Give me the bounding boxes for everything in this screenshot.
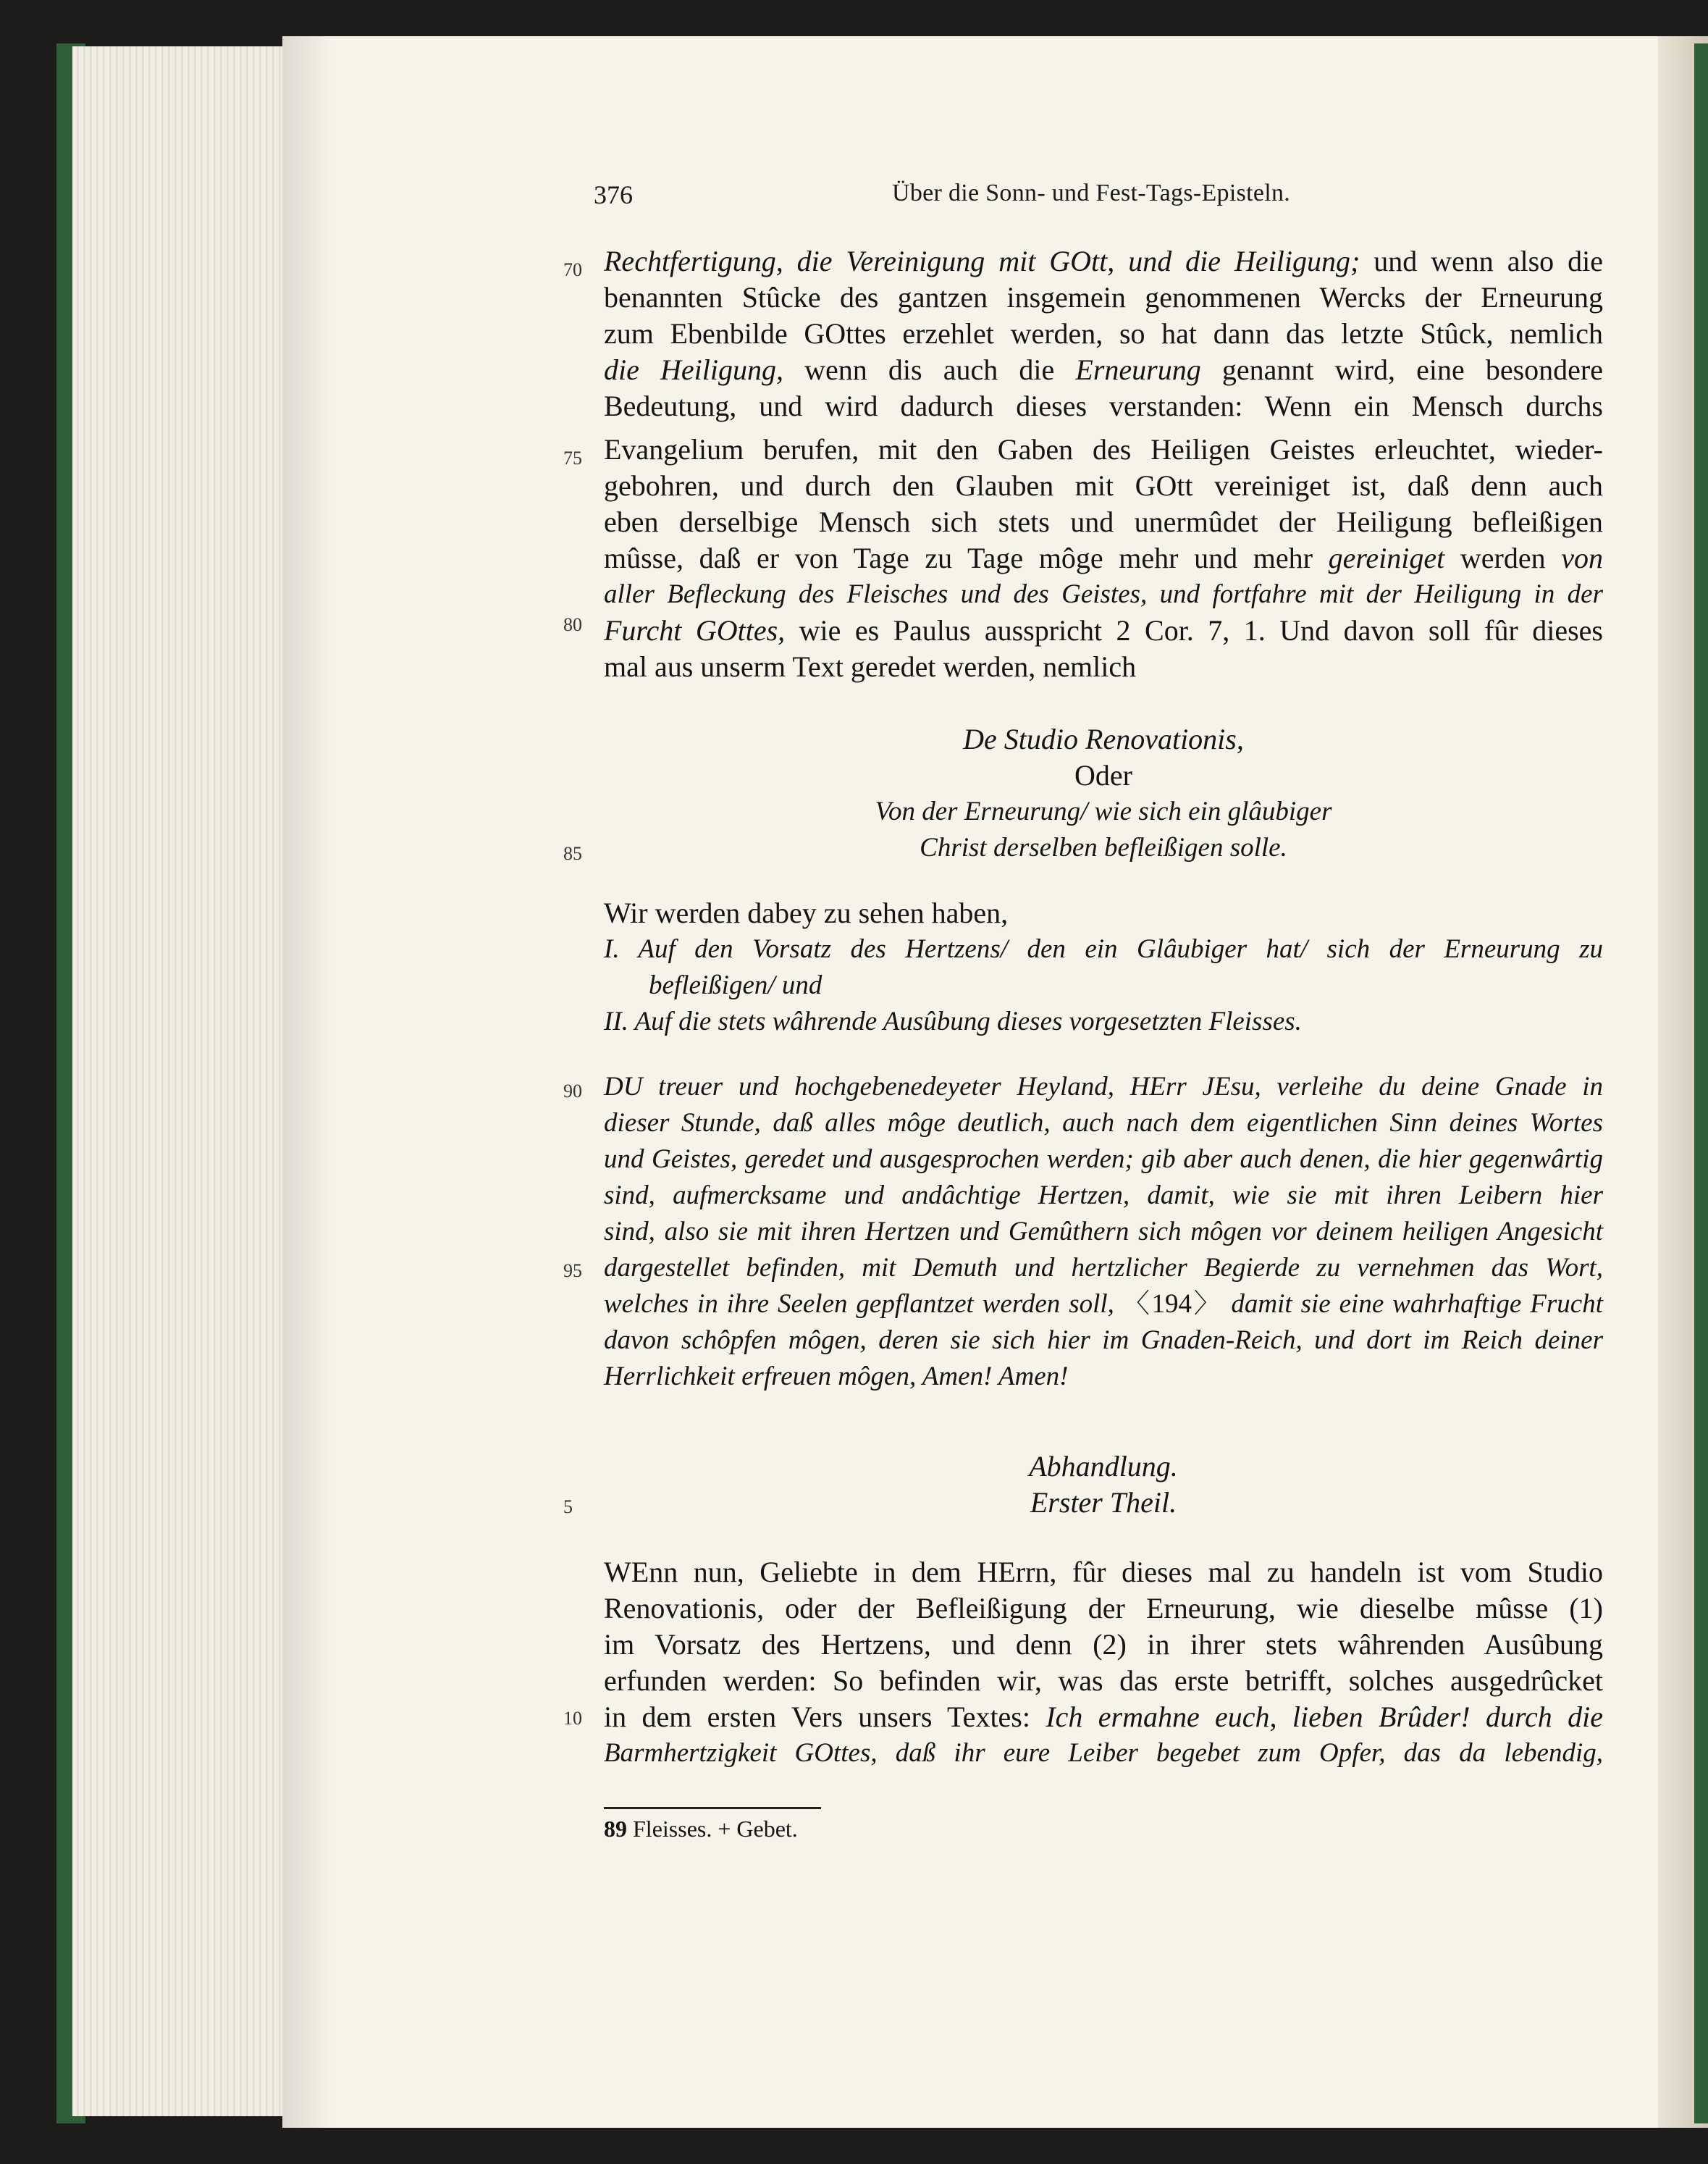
footnote-rule [604,1807,821,1809]
prayer-line: welches in ihre Seelen gepflantzet werden soll, 〈194〉 damit sie eine wahrhaftige Frucht [604,1289,1603,1319]
text-line: Rechtfertigung, die Vereinigung mit GOtt, und die Heiligung; und wenn also die [604,245,1603,277]
outline-item: II. Auf die stets wâhrende Ausûbung dieses vorgesetzten Fleisses. [604,1007,1302,1036]
prayer-line: davon schôpfen môgen, deren sie sich hier im Gnaden-Reich, und dort im Reich deiner [604,1325,1603,1355]
text-line: aller Befleckung des Fleisches und des Geistes, und fortfahre mit der Heiligung in der [604,579,1603,609]
line-number: 85 [563,843,582,864]
line-number: 80 [563,614,582,635]
text-line: Furcht GOttes, wie es Paulus ausspricht 2 Cor. 7, 1. Und davon soll fûr dieses [604,614,1604,647]
text-line: in dem ersten Vers unsers Textes: Ich ermahne euch, lieben Brûder! durch die [604,1700,1603,1733]
outline-item: I. Auf den Vorsatz des Hertzens/ den ein Glâubiger hat/ sich der Erneurung zu [604,934,1603,964]
text-line: die Heiligung, wenn dis auch die Erneurung genannt wird, eine besondere [604,353,1603,386]
text-line: Bedeutung, und wird dadurch dieses verstanden: Wenn ein Mensch durchs [604,390,1603,422]
prayer-line: und Geistes, geredet und ausgesprochen werden; gib aber auch denen, die hier gegenwârtig [604,1144,1603,1174]
text-line: gebohren, und durch den Glauben mit GOtt vereiniget ist, daß denn auch [604,469,1603,502]
page-shadow [282,36,333,2128]
running-title: Über die Sonn- und Fest-Tags-Episteln. [892,180,1291,206]
line-number: 75 [563,448,582,469]
line-number: 70 [563,259,582,280]
section-heading: Abhandlung. [1029,1450,1178,1482]
text-line: Barmhertzigkeit GOttes, daß ihr eure Leiber begebet zum Opfer, das da lebendig, [604,1738,1603,1768]
book-cover-edge-right [1694,43,1708,2123]
prayer-line: DU treuer und hochgebenedeyeter Heyland, HErr JEsu, verleihe du deine Gnade in [604,1072,1603,1102]
page-marker: 〈194〉 [1122,1289,1223,1319]
prayer-line: Herrlichkeit erfreuen môgen, Amen! Amen! [604,1362,1069,1391]
outline-item: befleißigen/ und [649,970,823,1000]
text-line: Renovationis, oder der Befleißigung der Erneurung, wie dieselbe mûsse (1) [604,1592,1603,1624]
text-line: Wir werden dabey zu sehen haben, [604,897,1009,929]
line-number: 90 [563,1081,582,1102]
sermon-title: Oder [1074,759,1132,792]
text-line: mal aus unserm Text geredet werden, nemlich [604,650,1137,683]
text-line: erfunden werden: So befinden wir, was das erste betrifft, solches ausgedrûcket [604,1664,1603,1697]
line-number: 10 [563,1708,582,1729]
sermon-title: Christ derselben befleißigen solle. [920,833,1287,863]
prayer-line: sind, aufmercksame und andâchtige Hertzen, damit, wie sie mit ihren Leibern hier [604,1180,1603,1210]
text-line: im Vorsatz des Hertzens, und denn (2) in ihrer stets wâhrenden Ausûbung [604,1628,1603,1661]
text-line: zum Ebenbilde GOttes erzehlet werden, so hat dann das letzte Stûck, nemlich [604,317,1603,350]
text-line: mûsse, daß er von Tage zu Tage môge mehr und mehr gereiniget werden von [604,542,1603,574]
section-heading: Erster Theil. [1030,1486,1177,1519]
text-line: benannten Stûcke des gantzen insgemein genommenen Wercks der Erneurung [604,281,1603,314]
text-line: eben derselbige Mensch sich stets und unermûdet der Heiligung befleißigen [604,506,1603,538]
text-line: WEnn nun, Geliebte in dem HErrn, fûr dieses mal zu handeln ist vom Studio [604,1556,1603,1588]
footnote: 89 Fleisses. + Gebet. [604,1816,798,1842]
page-number: 376 [594,180,633,209]
page-block-edges [72,46,290,2116]
prayer-line: sind, also sie mit ihren Hertzen und Gemûthern sich môgen vor deinem heiligen Angesicht [604,1217,1603,1246]
line-number: 95 [563,1260,582,1281]
line-number: 5 [563,1496,573,1517]
text-line: Evangelium berufen, mit den Gaben des Heiligen Geistes erleuchtet, wieder- [604,433,1603,466]
sermon-title: Von der Erneurung/ wie sich ein glâubiger [875,797,1332,826]
sermon-title: De Studio Renovationis, [963,723,1244,755]
prayer-line: dargestellet befinden, mit Demuth und hertzlicher Begierde zu vernehmen das Wort, [604,1253,1603,1283]
prayer-line: dieser Stunde, daß alles môge deutlich, auch nach dem eigentlichen Sinn deines Wortes [604,1108,1603,1138]
